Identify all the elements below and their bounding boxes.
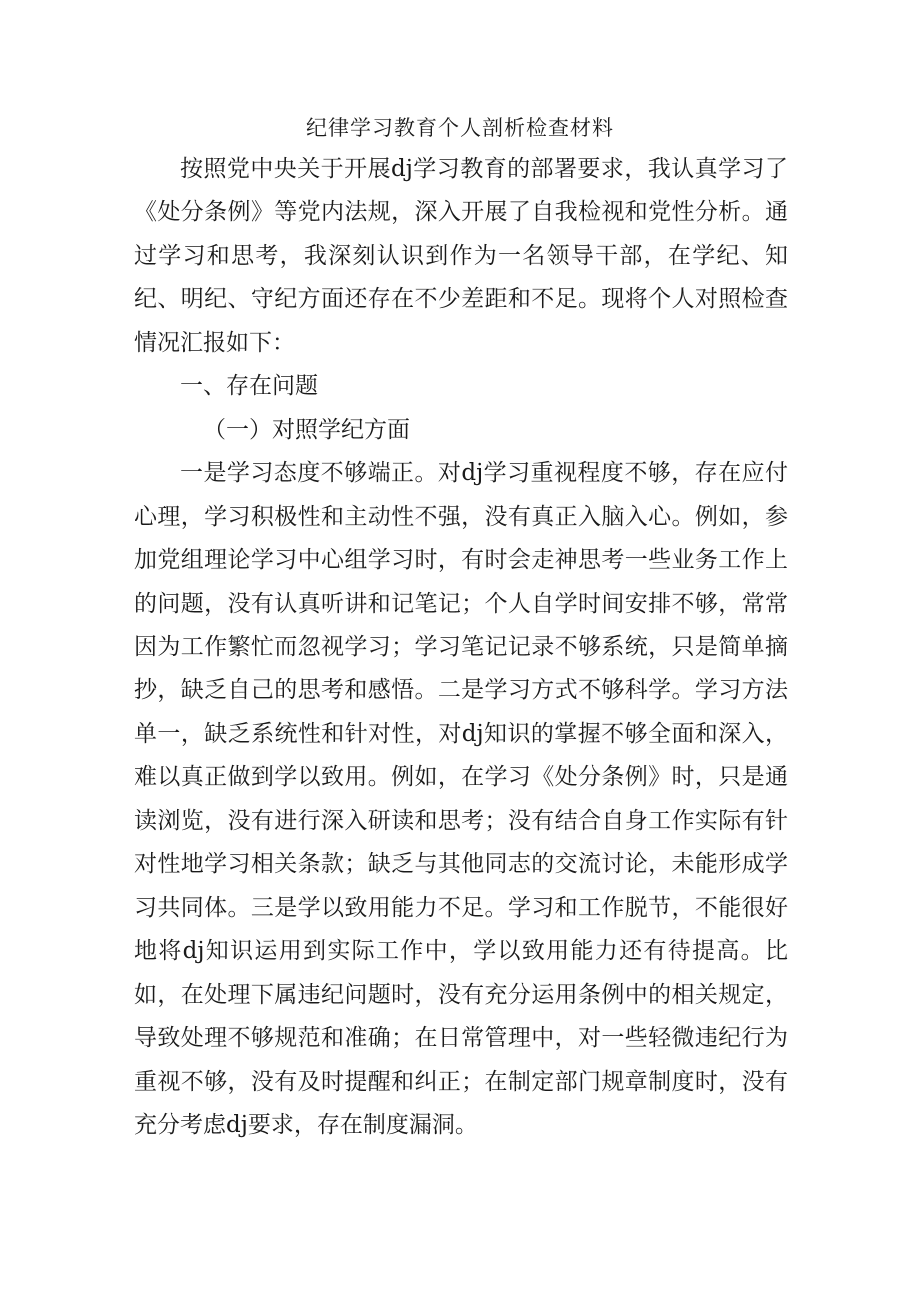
subsection-heading: （一）对照学纪方面	[203, 416, 410, 443]
body-paragraph: 一是学习态度不够端正。对dj学习重视程度不够，存在应付心理，学习积极性和主动性不强，没有真正入脑入心。例如，参加党组理论学习中心组学习时，有时会走神思考一些业务工作上的问题，没有认真听讲和记笔记；个人自学时间安排不够，常常因为工作繁忙而忽视学习；学习笔记记录不够系统，只是简单摘抄，缺乏自己的思考和感悟。二是学习方式不够科学。学习方法单一，缺乏系统性和针对性，对dj知识的掌握不够全面和深入，难以真正做到学以致用。例如，在学习《处分条例》时，只是通读浏览，没有进行深入研读和思考；没有结合自身工作实际有针对性地学习相关条款；缺乏与其他同志的交流讨论，未能形成学习共同体。三是学以致用能力不足。学习和工作脱节，不能很好地将dj知识运用到实际工作中，学以致用能力还有待提高。比如，在处理下属违纪问题时，没有充分运用条例中的相关规定，导致处理不够规范和准确；在日常管理中，对一些轻微违纪行为重视不够，没有及时提醒和纠正；在制定部门规章制度时，没有充分考虑dj要求，存在制度漏洞。	[134, 460, 788, 1138]
section-heading: 一、存在问题	[180, 373, 318, 400]
document-title: 纪律学习教育个人剖析检查材料	[306, 116, 614, 140]
intro-paragraph: 按照党中央关于开展dj学习教育的部署要求，我认真学习了《处分条例》等党内法规，深入开展了自我检视和党性分析。通过学习和思考，我深刻认识到作为一名领导干部，在学纪、知纪、明纪、守纪方面还存在不少差距和不足。现将个人对照检查情况汇报如下：	[134, 156, 788, 356]
document-body	[134, 148, 788, 1147]
